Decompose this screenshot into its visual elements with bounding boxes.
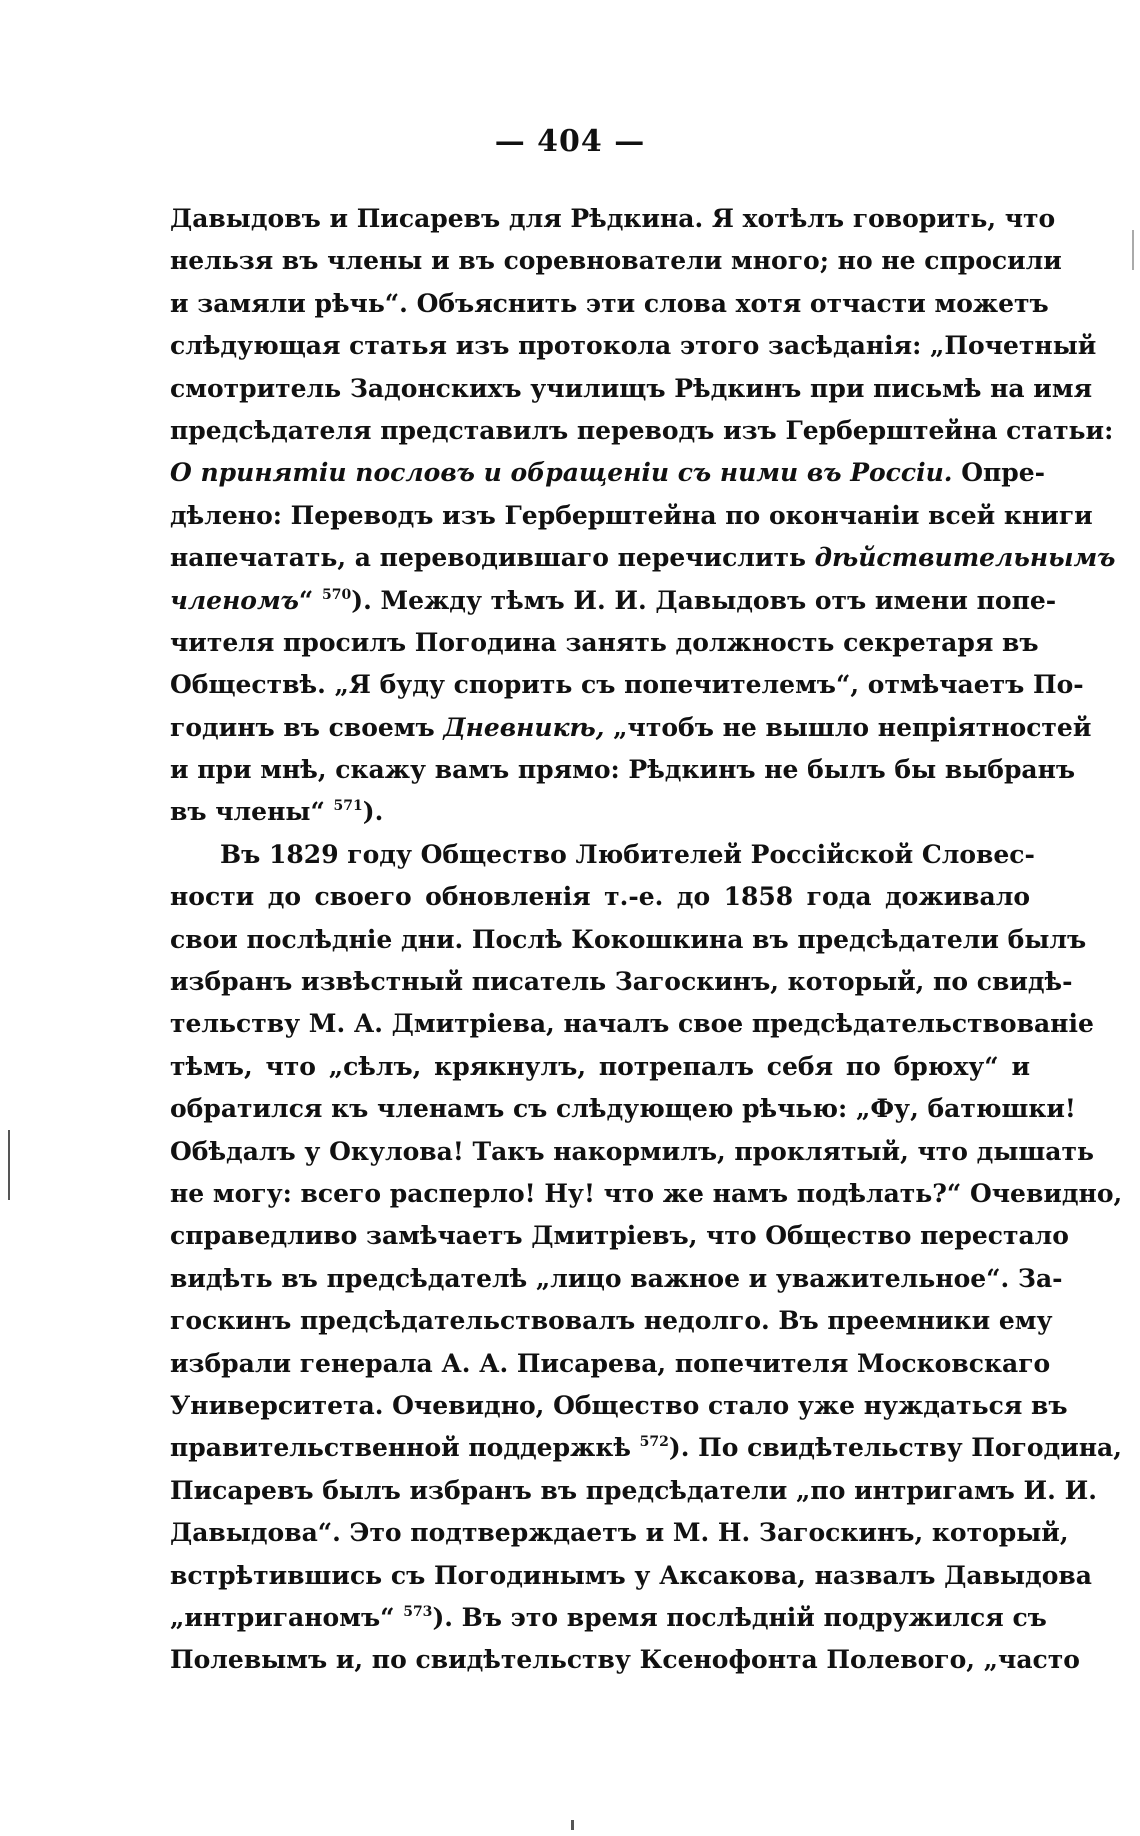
text-line: напечатать, а переводившаго перечислить дѣйствительнымъ bbox=[170, 543, 1116, 573]
text-line: Давыдова“. Это подтверждаетъ и М. Н. Загоскинъ, который, bbox=[170, 1518, 1069, 1548]
scan-dot-bottom bbox=[571, 1820, 574, 1830]
italic-text: О принятіи пословъ и обращеніи съ ними въ Россіи. bbox=[170, 458, 953, 488]
text-line: справедливо замѣчаетъ Дмитріевъ, что Общество перестало bbox=[170, 1221, 1069, 1251]
text-line: слѣдующая статья изъ протокола этого засѣданія: „Почетный bbox=[170, 331, 1097, 361]
text-line: Обѣдалъ у Окулова! Такъ накормилъ, проклятый, что дышать bbox=[170, 1136, 1094, 1166]
text-line: не могу: всего расперло! Ну! что же намъ подѣлать?“ Очевидно, bbox=[170, 1178, 1123, 1208]
footnote-ref: 572 bbox=[639, 1434, 669, 1451]
text-line: обратился къ членамъ съ слѣдующею рѣчью: „Фу, батюшки! bbox=[170, 1094, 1076, 1124]
text-line: дѣлено: Переводъ изъ Герберштейна по окончаніи всей книги bbox=[170, 500, 1093, 530]
text-line: Давыдовъ и Писаревъ для Рѣдкина. Я хотѣлъ говорить, что bbox=[170, 204, 1056, 233]
text-line: избранъ извѣстный писатель Загоскинъ, который, по свидѣ- bbox=[170, 967, 1073, 997]
text-line: Писаревъ былъ избранъ въ предсѣдатели „по интригамъ И. И. bbox=[170, 1475, 1097, 1505]
text-line: предсѣдателя представилъ переводъ изъ Герберштейна статьи: bbox=[170, 415, 1114, 445]
footnote-ref: 570 bbox=[322, 586, 352, 603]
text-line: въ члены“ $^{571}$). bbox=[170, 797, 384, 827]
text-line: Въ 1829 году Общество Любителей Россійской Словес- bbox=[220, 839, 1035, 869]
text-line: свои послѣдніе дни. Послѣ Кокошкина въ предсѣдатели былъ bbox=[170, 924, 1087, 954]
footnote-ref: 573 bbox=[403, 1603, 433, 1620]
text-line: тельству М. А. Дмитріева, началъ свое предсѣдательствованіе bbox=[170, 1009, 1094, 1039]
text-line: Полевымъ и, по свидѣтельству Ксенофонта Полевого, „часто bbox=[170, 1645, 1080, 1675]
scan-mark-right bbox=[1132, 230, 1134, 270]
text-line: тѣмъ, что „сѣлъ, крякнулъ, потрепалъ себя по брюху“ и bbox=[170, 1051, 1030, 1081]
text-line: ности до своего обновленія т.-е. до 1858 года доживало bbox=[170, 882, 1030, 912]
text-line: встрѣтившись съ Погодинымъ у Аксакова, назвалъ Давыдова bbox=[170, 1560, 1092, 1590]
text-line: госкинъ предсѣдательствовалъ недолго. Въ преемники ему bbox=[170, 1306, 1053, 1336]
text-line: нельзя въ члены и въ соревнователи много; но не спросили bbox=[170, 246, 1062, 276]
text-line: видѣть въ предсѣдателѣ „лицо важное и уважительное“. За- bbox=[170, 1263, 1063, 1293]
text-line: и при мнѣ, скажу вамъ прямо: Рѣдкинъ не былъ бы выбранъ bbox=[170, 755, 1076, 785]
text-line: членомъ“ $^{570}$). Между тѣмъ И. И. Давыдовъ отъ имени попе- bbox=[170, 585, 1057, 615]
text-line: Университета. Очевидно, Общество стало уже нуждаться въ bbox=[170, 1390, 1068, 1420]
text-line: Обществѣ. „Я буду спорить съ попечителемъ“, отмѣчаетъ По- bbox=[170, 670, 1084, 700]
page-number: — 404 — bbox=[494, 124, 646, 159]
text-line: правительственной поддержкѣ $^{572}$). По свидѣтельству Погодина, bbox=[170, 1433, 1122, 1463]
body-text bbox=[170, 198, 1123, 1682]
italic-text: дѣйствительнымъ bbox=[814, 543, 1116, 573]
text-line: годинъ въ своемъ Дневникѣ, „чтобъ не вышло непріятностей bbox=[170, 712, 1092, 742]
text-line: чителя просилъ Погодина занять должность секретаря въ bbox=[170, 627, 1039, 657]
italic-text: Дневникѣ, bbox=[443, 712, 605, 742]
text-line: О принятіи пословъ и обращеніи съ ними въ Россіи. Опре- bbox=[170, 458, 1046, 488]
scan-mark-left bbox=[8, 1130, 10, 1200]
italic-text: членомъ bbox=[170, 585, 299, 615]
footnote-ref: 571 bbox=[333, 798, 363, 815]
text-line: смотритель Задонскихъ училищъ Рѣдкинъ при письмѣ на имя bbox=[170, 373, 1093, 403]
text-line: „интриганомъ“ $^{573}$). Въ это время послѣдній подружился съ bbox=[170, 1602, 1047, 1632]
text-line: и замяли рѣчь“. Объяснить эти слова хотя отчасти можетъ bbox=[170, 288, 1049, 318]
text-line: избрали генерала А. А. Писарева, попечителя Московскаго bbox=[170, 1348, 1051, 1378]
